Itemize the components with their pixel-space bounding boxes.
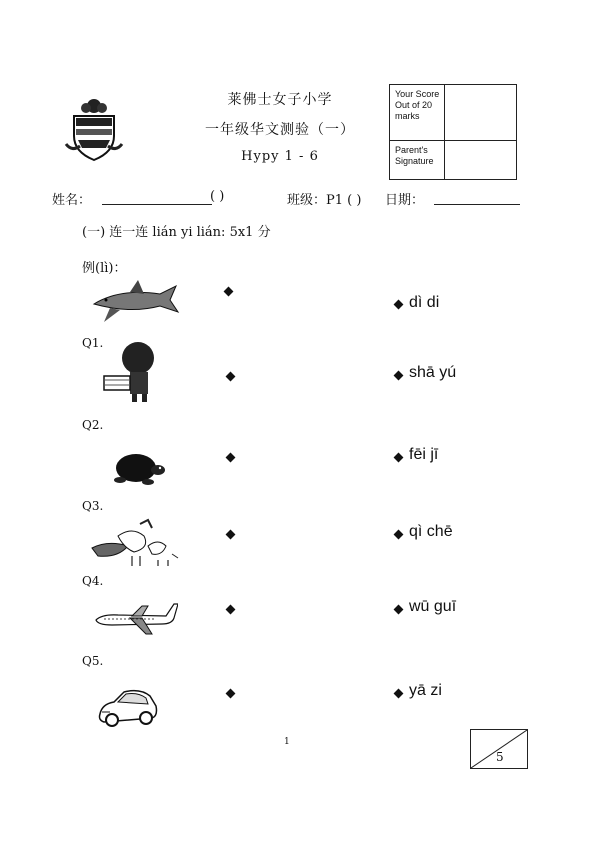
car-picture: [96, 684, 160, 730]
index-paren: ( ): [210, 189, 225, 204]
unit-label: Hypy 1 - 6: [241, 149, 319, 164]
pinyin-option-2: shā yú: [409, 364, 457, 381]
question-label-q4: Q4.: [82, 574, 104, 588]
section-heading: (一) 连一连 lián yi lián: 5x1 分: [82, 225, 271, 240]
picture-connector-dot-example[interactable]: [224, 287, 234, 297]
pinyin-option-3: fēi jī: [409, 446, 439, 463]
example-label: 例(lì)：: [82, 261, 127, 276]
pinyin-option-5: wū guī: [409, 598, 457, 615]
pinyin-option-6: yā zi: [409, 682, 442, 699]
score-label: Your Score Out of 20 marks: [395, 89, 440, 121]
boy-with-basket-picture: [100, 340, 160, 404]
ducks-picture: [88, 518, 182, 568]
name-label: 姓名：: [52, 193, 92, 208]
name-field[interactable]: [102, 204, 212, 205]
page-number: 1: [284, 737, 290, 747]
score-box: [389, 84, 517, 180]
question-label-q1: Q1.: [82, 336, 104, 350]
airplane-picture: [92, 598, 178, 638]
section-marks-total: 5: [496, 750, 504, 764]
picture-connector-dot-q4[interactable]: [226, 605, 236, 615]
pinyin-connector-dot-1[interactable]: [394, 300, 404, 310]
date-label: 日期：: [385, 193, 425, 208]
question-label-q3: Q3.: [82, 499, 104, 513]
pinyin-connector-dot-3[interactable]: [394, 453, 404, 463]
turtle-picture: [108, 446, 168, 488]
question-label-q5: Q5.: [82, 654, 104, 668]
pinyin-option-1: dì di: [409, 294, 440, 311]
pinyin-connector-dot-6[interactable]: [394, 689, 404, 699]
pinyin-connector-dot-4[interactable]: [394, 530, 404, 540]
school-name: 莱佛士女子小学: [227, 92, 333, 108]
picture-connector-dot-q2[interactable]: [226, 453, 236, 463]
picture-connector-dot-q3[interactable]: [226, 530, 236, 540]
class-label: 班级：P1 ( ): [287, 193, 362, 208]
pinyin-option-4: qì chē: [409, 523, 453, 540]
signature-label: Parent's Signature: [395, 145, 434, 166]
pinyin-connector-dot-2[interactable]: [394, 371, 404, 381]
date-field[interactable]: [434, 204, 520, 205]
question-label-q2: Q2.: [82, 418, 104, 432]
shark-picture: [90, 276, 180, 326]
school-crest-logo: [62, 96, 126, 162]
pinyin-connector-dot-5[interactable]: [394, 605, 404, 615]
picture-connector-dot-q1[interactable]: [226, 372, 236, 382]
student-info-row: [52, 189, 532, 211]
test-title: 一年级华文测验（一）: [205, 122, 355, 138]
picture-connector-dot-q5[interactable]: [226, 689, 236, 699]
